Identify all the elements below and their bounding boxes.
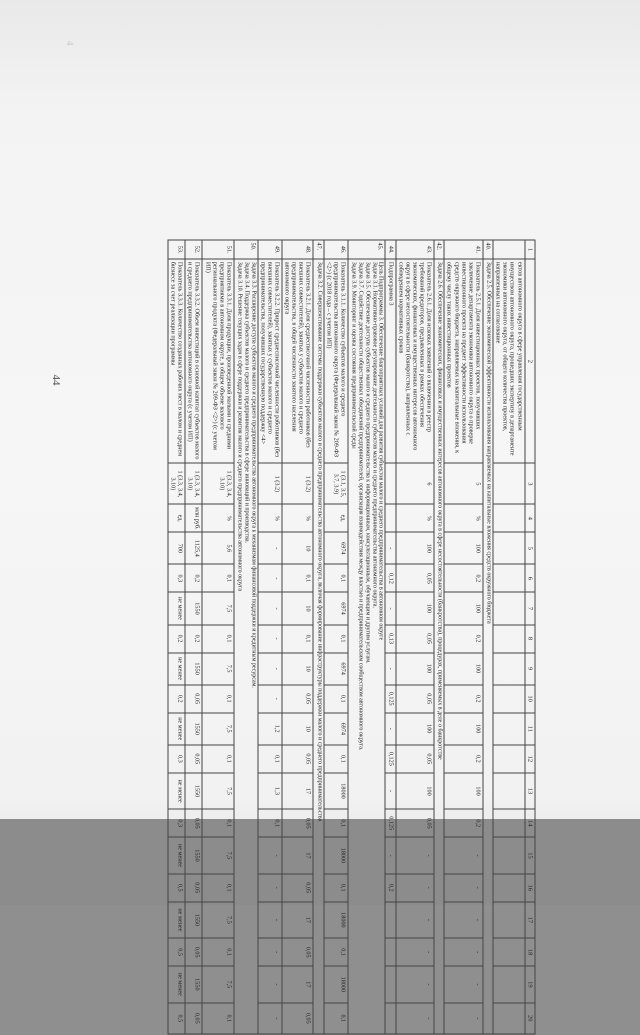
- table-cell: 1 (3.3, 3.4, 3.10): [168, 463, 185, 504]
- table-cell: %: [444, 504, 483, 532]
- table-cell: 6974: [324, 592, 348, 624]
- indicator-table: [167, 240, 535, 1035]
- column-header: 19: [525, 966, 535, 1003]
- column-header: 14: [525, 809, 535, 837]
- table-cell: 1 (3.2): [258, 463, 282, 504]
- row-number: 49.: [258, 240, 282, 259]
- table-row: [385, 240, 395, 1034]
- table-cell: -: [444, 902, 483, 939]
- table-cell: [385, 1003, 395, 1034]
- table-cell: [493, 902, 525, 939]
- table-cell: -: [258, 938, 282, 966]
- table-cell: 10: [282, 653, 314, 685]
- table-cell: 1,3: [258, 773, 282, 810]
- table-cell: 1550: [185, 837, 202, 874]
- column-header: 13: [525, 773, 535, 810]
- table-cell: 7,5: [202, 592, 234, 624]
- table-row: [202, 240, 234, 1034]
- table-cell: 18000: [324, 837, 348, 874]
- page-number: 44: [50, 374, 62, 386]
- table-cell: 0,1: [324, 874, 348, 902]
- indicator-name: Показатель 3.2.1. Доля среднесписочной численности работников (без внешних совместителей), занятых у субъектов малого и среднего предпринимательства, в общей численности занятого населения автономного округа: [282, 259, 314, 463]
- table-cell: 0,2: [444, 564, 483, 592]
- table-cell: 100: [444, 532, 483, 564]
- table-cell: 0,1: [202, 685, 234, 713]
- table-cell: 0,05: [282, 685, 314, 713]
- table-cell: [493, 564, 525, 592]
- section-text: Задача 2.6. Обеспечение экономических, финансовых и имущественных интересов автономного округа в сфере несостоятельности (банкротства), процедурах, применяемых в деле о банкротстве: [434, 259, 444, 1034]
- row-number: 53.: [168, 240, 185, 259]
- table-cell: 7,5: [202, 653, 234, 685]
- table-cell: [493, 809, 525, 837]
- table-cell: 0,05: [396, 685, 435, 713]
- column-header: 17: [525, 902, 535, 939]
- table-cell: 100: [396, 713, 435, 745]
- table-cell: -: [385, 592, 395, 624]
- table-row: [493, 240, 525, 1034]
- table-cell: 0,05: [185, 809, 202, 837]
- table-cell: 7,5: [202, 966, 234, 1003]
- table-cell: 0,1: [258, 745, 282, 773]
- table-cell: [385, 463, 395, 504]
- indicator-name: Показатель 3.3.1. Доля продукции, произведенной малыми и средними предприятиями в автономном округе, в общем объеме валового регионального продукта (Федеральный закон № 209-ФЗ <2>) (с учетом ИП): [202, 259, 234, 463]
- row-number: 48.: [282, 240, 314, 259]
- table-cell: 0,05: [282, 874, 314, 902]
- table-cell: -: [385, 837, 395, 874]
- table-cell: 0,12: [385, 564, 395, 592]
- column-header: 11: [525, 713, 535, 745]
- table-cell: 1,2: [258, 713, 282, 745]
- table-cell: -: [258, 874, 282, 902]
- table-cell: 6: [396, 463, 435, 504]
- table-cell: 0,1: [324, 745, 348, 773]
- row-number: 46.: [324, 240, 348, 259]
- table-cell: 1550: [185, 902, 202, 939]
- table-cell: [493, 532, 525, 564]
- row-number: 43.: [396, 240, 435, 259]
- table-cell: 0,125: [385, 745, 395, 773]
- table-cell: 0,05: [185, 745, 202, 773]
- table-cell: %: [202, 504, 234, 532]
- table-cell: ед.: [168, 504, 185, 532]
- column-header: 6: [525, 564, 535, 592]
- section-row: [483, 240, 493, 1034]
- table-cell: 17: [282, 837, 314, 874]
- table-cell: 0,5: [168, 874, 185, 902]
- table-cell: [493, 504, 525, 532]
- table-cell: 100: [444, 773, 483, 810]
- table-cell: 0,1: [202, 625, 234, 653]
- table-cell: 0,05: [185, 938, 202, 966]
- table-cell: 0,5: [168, 1003, 185, 1034]
- table-cell: [493, 685, 525, 713]
- table-cell: 0,1: [324, 809, 348, 837]
- table-cell: -: [396, 837, 435, 874]
- table-cell: -: [396, 1003, 435, 1034]
- column-header: 10: [525, 685, 535, 713]
- table-cell: 6974: [324, 713, 348, 745]
- column-header: 3: [525, 463, 535, 504]
- table-cell: [493, 938, 525, 966]
- table-cell: 1 (3.1, 3.5, 3.7, 3.9): [324, 463, 348, 504]
- table-cell: -: [258, 625, 282, 653]
- bleed-through-mark: 4: [65, 41, 75, 46]
- table-cell: -: [258, 592, 282, 624]
- table-cell: [493, 745, 525, 773]
- table-cell: 7,5: [202, 837, 234, 874]
- table-cell: 0,2: [444, 625, 483, 653]
- table-row: [185, 240, 202, 1034]
- table-cell: %: [396, 504, 435, 532]
- table-cell: -: [258, 837, 282, 874]
- table-cell: 0,1: [282, 625, 314, 653]
- table-cell: [493, 625, 525, 653]
- section-row: [234, 240, 258, 1034]
- table-cell: 0,5: [168, 938, 185, 966]
- table-cell: 0,2: [168, 625, 185, 653]
- table-cell: -: [444, 874, 483, 902]
- table-cell: [385, 938, 395, 966]
- table-cell: 0,05: [185, 1003, 202, 1034]
- table-cell: 0,1: [258, 809, 282, 837]
- table-cell: -: [385, 773, 395, 810]
- column-header: 8: [525, 625, 535, 653]
- table-cell: [493, 966, 525, 1003]
- table-cell: 17: [282, 966, 314, 1003]
- column-header: 20: [525, 1003, 535, 1034]
- table-cell: 0,1: [324, 625, 348, 653]
- table-cell: 0,2: [185, 564, 202, 592]
- column-header: 16: [525, 874, 535, 902]
- table-cell: 0,1: [282, 564, 314, 592]
- table-cell: 100: [396, 592, 435, 624]
- column-header: 15: [525, 837, 535, 874]
- table-cell: 0,3: [168, 745, 185, 773]
- indicator-name: Подпрограмма 3: [385, 259, 395, 463]
- table-cell: [385, 966, 395, 1003]
- table-cell: 0,3: [168, 564, 185, 592]
- table-cell: 5: [444, 463, 483, 504]
- table-cell: -: [444, 837, 483, 874]
- table-cell: 17: [282, 902, 314, 939]
- column-header: 18: [525, 938, 535, 966]
- table-cell: 0,1: [202, 1003, 234, 1034]
- section-row: [313, 240, 323, 1034]
- table-cell: 1 (3.3, 3.4, 3.10): [202, 463, 234, 504]
- table-cell: 10: [282, 592, 314, 624]
- table-cell: 0,05: [282, 938, 314, 966]
- table-cell: 17: [282, 773, 314, 810]
- table-cell: не менее: [168, 966, 185, 1003]
- table-body: [168, 240, 525, 1034]
- indicator-name: ектов автономного округа в сфере управления государственным имуществом автономного округа, прошедших экспертизу в департаменте экономики автономного округа, от общего количества проектов, направленных на согласование: [493, 259, 525, 463]
- table-cell: 1 (3.3, 3.4, 3.10): [185, 463, 202, 504]
- table-cell: [385, 902, 395, 939]
- table-cell: 0,125: [385, 685, 395, 713]
- table-cell: 0,1: [324, 938, 348, 966]
- table-cell: 0,05: [396, 745, 435, 773]
- table-cell: [493, 592, 525, 624]
- table-cell: 0,2: [168, 685, 185, 713]
- table-cell: 0,1: [324, 564, 348, 592]
- column-header: 5: [525, 532, 535, 564]
- table-cell: 7,5: [202, 713, 234, 745]
- table-cell: -: [258, 966, 282, 1003]
- header-row: [525, 240, 535, 1034]
- table-cell: 1550: [185, 966, 202, 1003]
- table-cell: 5,6: [202, 532, 234, 564]
- table-cell: 700: [168, 532, 185, 564]
- indicator-name: Показатель 3.1.1. Количество субъектов малого и среднего предпринимательства автономного округа (Федеральный закон № 209-ФЗ <2>) (с 2018 года – с учетом ИП): [324, 259, 348, 463]
- table-cell: 0,1: [202, 938, 234, 966]
- table-cell: -: [444, 966, 483, 1003]
- table-cell: 1550: [185, 592, 202, 624]
- table-cell: не менее: [168, 653, 185, 685]
- table-cell: 0,1: [202, 564, 234, 592]
- table-cell: 0,1: [202, 809, 234, 837]
- table-cell: 1550: [185, 773, 202, 810]
- column-header: 2: [525, 259, 535, 463]
- row-number: 44.: [385, 240, 395, 259]
- table-cell: 10: [282, 713, 314, 745]
- table-row: [444, 240, 483, 1034]
- table-cell: 0,2: [444, 809, 483, 837]
- section-row: [434, 240, 444, 1034]
- indicator-name: Показатель 2.5.1. Доля инвестиционных проектов, получивших заключение департамента экономики автономного округа о проверке инвестиционного проекта на предмет эффективности использования средств окружного бюджета, направляемых на капитальные вложения, к общему числу таких инвестиционных проектов: [444, 259, 483, 463]
- indicator-name: Показатель 3.3.2. Объем инвестиций в основной капитал субъектов малого и среднего предпринимательства автономного округа (с учетом ИП): [185, 259, 202, 463]
- table-cell: 18000: [324, 902, 348, 939]
- table-cell: 1550: [185, 653, 202, 685]
- table-cell: [385, 504, 395, 532]
- column-header: 4: [525, 504, 535, 532]
- rotated-table-wrapper: [86, 240, 536, 1035]
- table-cell: [493, 773, 525, 810]
- section-row: [348, 240, 385, 1034]
- table-cell: 6974: [324, 532, 348, 564]
- table-cell: не менее: [168, 773, 185, 810]
- table-cell: 0,05: [185, 685, 202, 713]
- column-header: 1: [525, 240, 535, 259]
- table-cell: -: [396, 902, 435, 939]
- row-number: 51.: [202, 240, 234, 259]
- indicator-name: Показатель 3.2.2. Прирост среднесписочной численности работников (без внешних совместителей), занятых у субъектов малого и среднего предпринимательства, получивших государственную поддержку <4>: [258, 259, 282, 463]
- table-row: [396, 240, 435, 1034]
- table-cell: -: [258, 653, 282, 685]
- table-cell: 0,3: [168, 809, 185, 837]
- indicator-name: Показатель 2.6.1. Доля исковых заявлений о включении в реестр требований кредиторов, предъявленных в рамках обеспечения экономических, финансовых и имущественных интересов автономного округа в сфере несостоятельности (банкротства), направленных с соблюдением нормативных сроков: [396, 259, 435, 463]
- table-cell: 0,1: [324, 1003, 348, 1034]
- table-cell: 0,1: [324, 685, 348, 713]
- table-cell: млн руб.: [185, 504, 202, 532]
- table-cell: 0,05: [282, 745, 314, 773]
- table-cell: 7,5: [202, 902, 234, 939]
- table-cell: 0,2: [185, 625, 202, 653]
- column-header: 9: [525, 653, 535, 685]
- table-cell: 0,13: [385, 625, 395, 653]
- table-cell: 0,05: [282, 809, 314, 837]
- table-cell: 100: [444, 592, 483, 624]
- table-cell: 7,5: [202, 773, 234, 810]
- section-text: Цель Подпрограммы 3. Обеспечение благоприятных условий для развития субъектов малого и среднего предпринимательства в автономном округе Задача 3.1. Нормативно-правовое регулирование деятельности субъектов малого и среднего предпринимательства автономного округа. Задача 3.5. Обеспечение доступа субъектов малого и среднего предпринимательства к информационным, консультационным, обучающим и другим услугам. Задача 3.7. Содействие деятельности общественных объединений предпринимателей, организация взаимодействия между властью и предпринимательским сообществом автономного округа. Задача 3.9. Мониторинг и оценка состояния предпринимательской среды: [348, 259, 385, 1034]
- table-cell: -: [444, 938, 483, 966]
- table-cell: 0,05: [282, 1003, 314, 1034]
- table-cell: 0,2: [385, 874, 395, 902]
- table-cell: 100: [396, 532, 435, 564]
- table-cell: [493, 1003, 525, 1034]
- table-cell: 18000: [324, 773, 348, 810]
- table-cell: -: [258, 532, 282, 564]
- table-cell: -: [258, 902, 282, 939]
- table-cell: 18000: [324, 966, 348, 1003]
- table-cell: -: [258, 564, 282, 592]
- table-cell: %: [258, 504, 282, 532]
- table-cell: -: [385, 532, 395, 564]
- table-cell: 100: [444, 713, 483, 745]
- row-number: 47.: [313, 240, 323, 259]
- table-cell: не менее: [168, 837, 185, 874]
- row-number: 50.: [234, 240, 258, 259]
- table-cell: 0,05: [185, 874, 202, 902]
- table-cell: [493, 874, 525, 902]
- table-cell: %: [282, 504, 314, 532]
- table-cell: -: [396, 938, 435, 966]
- table-cell: -: [396, 874, 435, 902]
- table-cell: -: [444, 1003, 483, 1034]
- row-number: 52.: [185, 240, 202, 259]
- row-number: 42.: [434, 240, 444, 259]
- table-cell: ед.: [324, 504, 348, 532]
- table-cell: 10: [282, 532, 314, 564]
- section-text: Задача 3.3. Расширение доступа субъектов малого и среднего предпринимательства автономного округа к механизмам финансовой поддержки и кредитным ресурсам. Задача 3.4. Поддержка субъектов малого и среднего предпринимательства в сфере инноваций и производства. Задача 3.10. Решение текущих задач в сфере поддержки и развития малого и среднего предпринимательства автономного округа: [234, 259, 258, 1034]
- row-number: 40.: [483, 240, 493, 259]
- table-cell: 0,2: [444, 685, 483, 713]
- table-cell: 0,05: [396, 564, 435, 592]
- table-cell: 1125,4: [185, 532, 202, 564]
- table-cell: 0,05: [396, 625, 435, 653]
- table-cell: 0,1: [202, 874, 234, 902]
- table-cell: 1550: [185, 713, 202, 745]
- table-row: [324, 240, 348, 1034]
- row-number: 41.: [444, 240, 483, 259]
- table-cell: не менее: [168, 902, 185, 939]
- table-cell: 0,1: [202, 745, 234, 773]
- table-cell: 100: [396, 653, 435, 685]
- column-header: 7: [525, 592, 535, 624]
- table-row: [282, 240, 314, 1034]
- table-cell: -: [385, 713, 395, 745]
- table-cell: -: [258, 685, 282, 713]
- table-row: [168, 240, 185, 1034]
- column-header: 12: [525, 745, 535, 773]
- table-cell: [493, 653, 525, 685]
- table-cell: 100: [444, 653, 483, 685]
- table-cell: не менее: [168, 713, 185, 745]
- table-cell: 100: [396, 773, 435, 810]
- indicator-name: Показатель 3.3.3. Количество созданных рабочих мест в малом и среднем бизнесе за счет реализации программы: [168, 259, 185, 463]
- section-text: Задача 3.2. Совершенствование системы поддержки субъектов малого и среднего предпринимательства автономного округа, включая формирование инфраструктуры поддержки малого и среднего предпринимательства: [313, 259, 323, 1034]
- table-cell: не менее: [168, 592, 185, 624]
- row-number: 45.: [348, 240, 385, 259]
- table-cell: [493, 837, 525, 874]
- table-cell: -: [396, 966, 435, 1003]
- table-cell: -: [258, 1003, 282, 1034]
- row-number: [493, 240, 525, 259]
- table-cell: -: [385, 653, 395, 685]
- table-row: [258, 240, 282, 1034]
- table-cell: 0,125: [385, 809, 395, 837]
- table-cell: [493, 463, 525, 504]
- table-cell: 6974: [324, 653, 348, 685]
- table-cell: [493, 713, 525, 745]
- table-cell: 1 (3.2): [282, 463, 314, 504]
- table-cell: 0,2: [444, 745, 483, 773]
- table-cell: 0,05: [396, 809, 435, 837]
- section-text: Задача 2.5. Обеспечение экономической эффективности использования направляемых на капитальные вложения средств окружного бюджета: [483, 259, 493, 1034]
